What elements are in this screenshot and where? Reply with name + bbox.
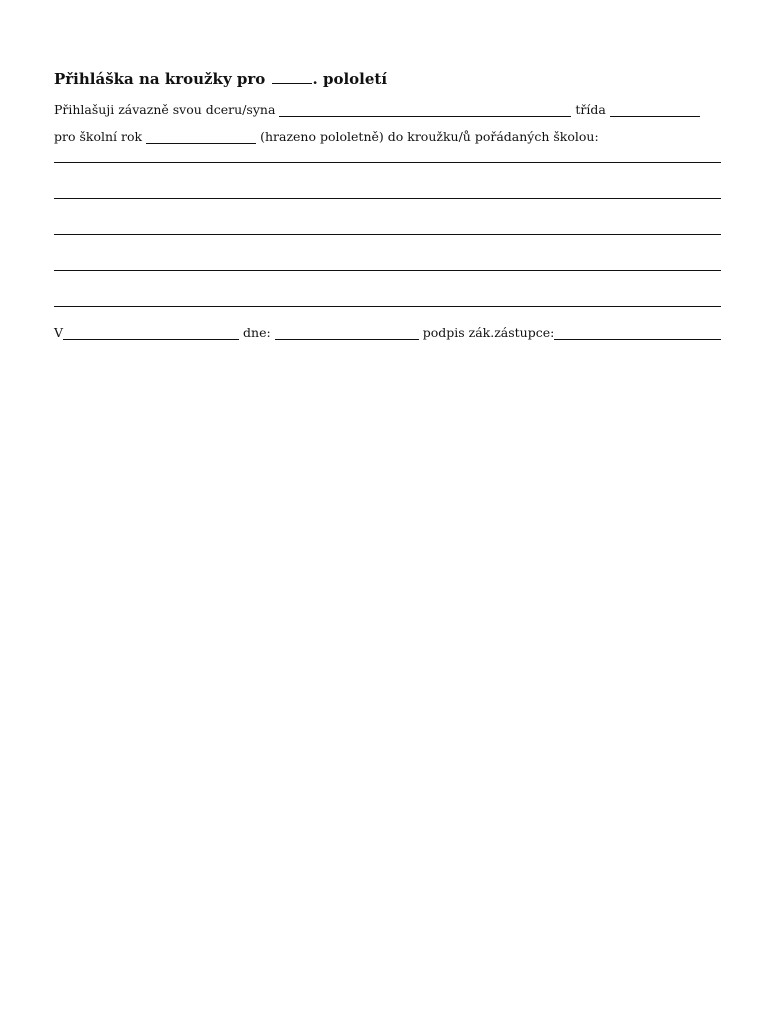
clubs-lines xyxy=(54,161,721,307)
club-line-3[interactable] xyxy=(54,233,721,235)
place-label: V xyxy=(54,325,64,340)
signature-row xyxy=(54,322,721,340)
date-label: dne: xyxy=(243,325,271,340)
child-label: Přihlašuji závazně svou dceru/syna xyxy=(54,102,276,117)
place-blank[interactable] xyxy=(63,325,239,340)
child-row xyxy=(54,99,721,117)
clubs-label: (hrazeno pololetně) do kroužku/ů pořádaných školou: xyxy=(260,129,599,144)
school-year-blank[interactable] xyxy=(146,129,256,144)
semester-blank[interactable] xyxy=(272,70,312,84)
application-form xyxy=(54,68,721,340)
club-line-2[interactable] xyxy=(54,197,721,199)
title-text-before: Přihláška na kroužky pro xyxy=(54,70,266,88)
child-name-blank[interactable] xyxy=(279,102,571,117)
school-year-row xyxy=(54,126,721,144)
school-year-label: pro školní rok xyxy=(54,129,143,144)
signature-blank[interactable] xyxy=(554,325,721,340)
club-line-4[interactable] xyxy=(54,269,721,271)
club-line-1[interactable] xyxy=(54,161,721,163)
title-text-after: . pololetí xyxy=(312,70,388,88)
signature-label: podpis zák.zástupce: xyxy=(422,325,555,340)
class-blank[interactable] xyxy=(610,102,700,117)
form-title xyxy=(54,68,721,90)
date-blank[interactable] xyxy=(275,325,419,340)
class-label: třída xyxy=(575,102,606,117)
club-line-5[interactable] xyxy=(54,305,721,307)
